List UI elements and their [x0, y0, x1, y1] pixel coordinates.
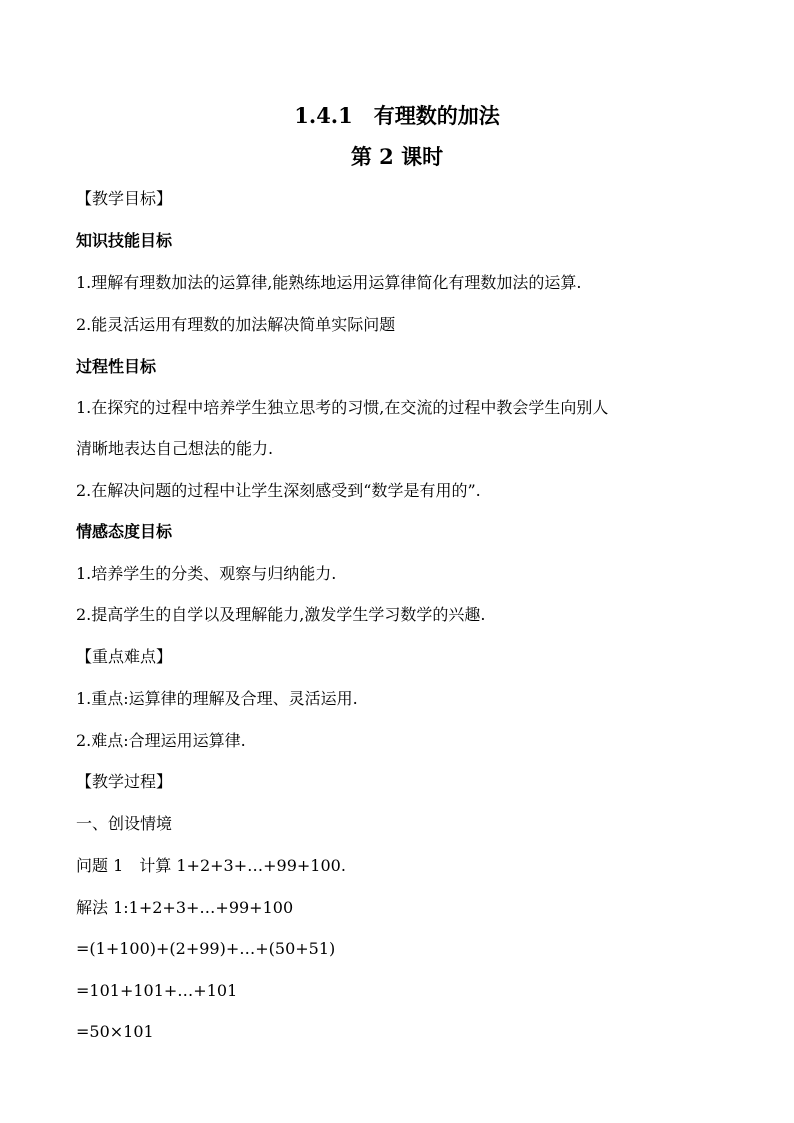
solution-line: 解法 1:1+2+3+…+99+100 — [76, 898, 294, 917]
solution-line: =101+101+…+101 — [76, 981, 238, 1000]
document-title: 1.4.1 有理数的加法 — [294, 103, 500, 128]
process-step-heading: 一、创设情境 — [76, 814, 173, 833]
section-heading-key-difficulties: 【重点难点】 — [76, 647, 173, 666]
goal-line: 2.能灵活运用有理数的加法解决简单实际问题 — [76, 315, 396, 334]
goal-line: 1.培养学生的分类、观察与归纳能力. — [76, 564, 337, 583]
key-point-line: 1.重点:运算律的理解及合理、灵活运用. — [76, 689, 358, 708]
goal-line: 2.提高学生的自学以及理解能力,激发学生学习数学的兴趣. — [76, 605, 486, 624]
subheading-process-goals: 过程性目标 — [76, 357, 157, 376]
solution-line: =(1+100)+(2+99)+…+(50+51) — [76, 939, 336, 958]
lesson-subtitle: 第 2 课时 — [350, 144, 444, 169]
subheading-emotion-attitude-goals: 情感态度目标 — [76, 522, 173, 541]
goal-line: 清晰地表达自己想法的能力. — [76, 439, 274, 458]
problem-statement: 问题 1 计算 1+2+3+…+99+100. — [76, 856, 346, 875]
goal-line: 1.在探究的过程中培养学生独立思考的习惯,在交流的过程中教会学生向别人 — [76, 398, 609, 417]
section-heading-teaching-goals: 【教学目标】 — [76, 189, 173, 208]
goal-line: 1.理解有理数加法的运算律,能熟练地运用运算律简化有理数加法的运算. — [76, 273, 582, 292]
solution-line: =50×101 — [76, 1022, 154, 1041]
section-heading-teaching-process: 【教学过程】 — [76, 772, 173, 791]
difficulty-line: 2.难点:合理运用运算律. — [76, 731, 246, 750]
goal-line: 2.在解决问题的过程中让学生深刻感受到“数学是有用的”. — [76, 481, 481, 500]
subheading-knowledge-skill-goals: 知识技能目标 — [76, 231, 173, 250]
